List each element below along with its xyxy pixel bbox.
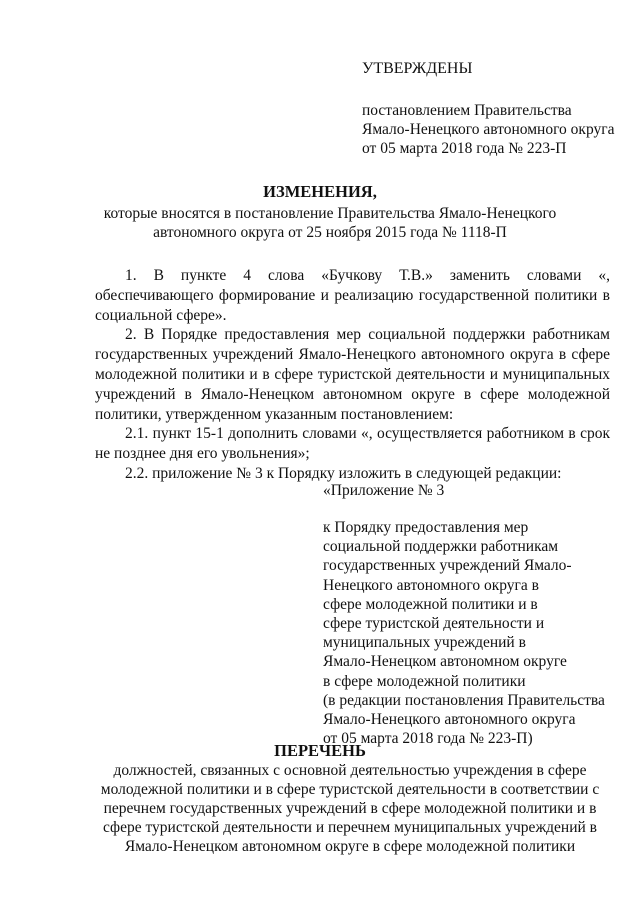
approval-line: Ямало-Ненецкого автономного округа	[362, 121, 615, 138]
document-body	[95, 266, 610, 484]
appendix-title: «Приложение № 3	[323, 482, 445, 499]
appendix-details	[323, 518, 605, 748]
approval-line: постановлением Правительства	[362, 102, 572, 119]
list-description	[90, 761, 610, 856]
paragraph-2-1: 2.1. пункт 15-1 дополнить словами «, осуществляется работником в срок не позднее дня его увольнения»;	[95, 425, 610, 463]
appendix-line: (в редакции постановления Правительства	[323, 691, 605, 709]
list-desc-line: перечнем государственных учреждений в сфере молодежной политики и в	[103, 800, 597, 817]
list-desc-line: молодежной политики и в сфере туристской деятельности в соответствии с	[100, 781, 600, 798]
document-subtitle	[100, 204, 560, 242]
appendix-line: от 05 марта 2018 года № 223-П)	[323, 730, 533, 748]
appendix-line: сфере молодежной политики и в	[323, 595, 538, 613]
approval-details	[362, 101, 622, 158]
paragraph-2: 2. В Порядке предоставления мер социальной поддержки работникам государственных учреждений Ямало-Ненецкого автономного округа в сфере молодежной политики и в сфере туристской деятельности и муниципальных учреждений в Ямало-Ненецком автономном округе в сфере молодежной политики, утвержденном указанным постановлением:	[95, 326, 610, 423]
appendix-line: государственных учреждений Ямало-	[323, 557, 572, 575]
approved-heading: УТВЕРЖДЕНЫ	[362, 60, 473, 77]
appendix-line: муниципальных учреждений в	[323, 634, 526, 652]
subtitle-line: которые вносятся в постановление Правительства Ямало-Ненецкого	[103, 205, 557, 222]
appendix-line: в сфере молодежной политики	[323, 672, 526, 690]
appendix-line: социальной поддержки работникам	[323, 538, 559, 556]
list-title: ПЕРЕЧЕНЬ	[274, 741, 366, 760]
paragraph-2-2: 2.2. приложение № 3 к Порядку изложить в следующей редакции:	[125, 464, 562, 482]
list-desc-line: должностей, связанных с основной деятельностью учреждения в сфере	[113, 762, 587, 779]
document-title: ИЗМЕНЕНИЯ,	[263, 182, 377, 201]
paragraph-1: 1. В пункте 4 слова «Бучкову Т.В.» заменить словами «, обеспечивающего формирование и реализацию государственной политики в социальной сфере».	[95, 267, 610, 324]
appendix-line: Ямало-Ненецкого автономного округа	[323, 711, 576, 729]
appendix-line: Ненецкого автономного округа в	[323, 576, 539, 594]
approval-line: от 05 марта 2018 года № 223-П	[362, 140, 567, 157]
subtitle-line: автономного округа от 25 ноября 2015 года № 1118-П	[153, 224, 507, 241]
appendix-line: к Порядку предоставления мер	[323, 519, 529, 536]
appendix-line: Ямало-Ненецком автономном округе	[323, 653, 567, 671]
list-desc-line: Ямало-Ненецком автономном округе в сфере молодежной политики	[124, 838, 576, 855]
appendix-line: сфере туристской деятельности и	[323, 615, 545, 633]
list-desc-line: сфере туристской деятельности и перечнем муниципальных учреждений в	[102, 819, 597, 836]
